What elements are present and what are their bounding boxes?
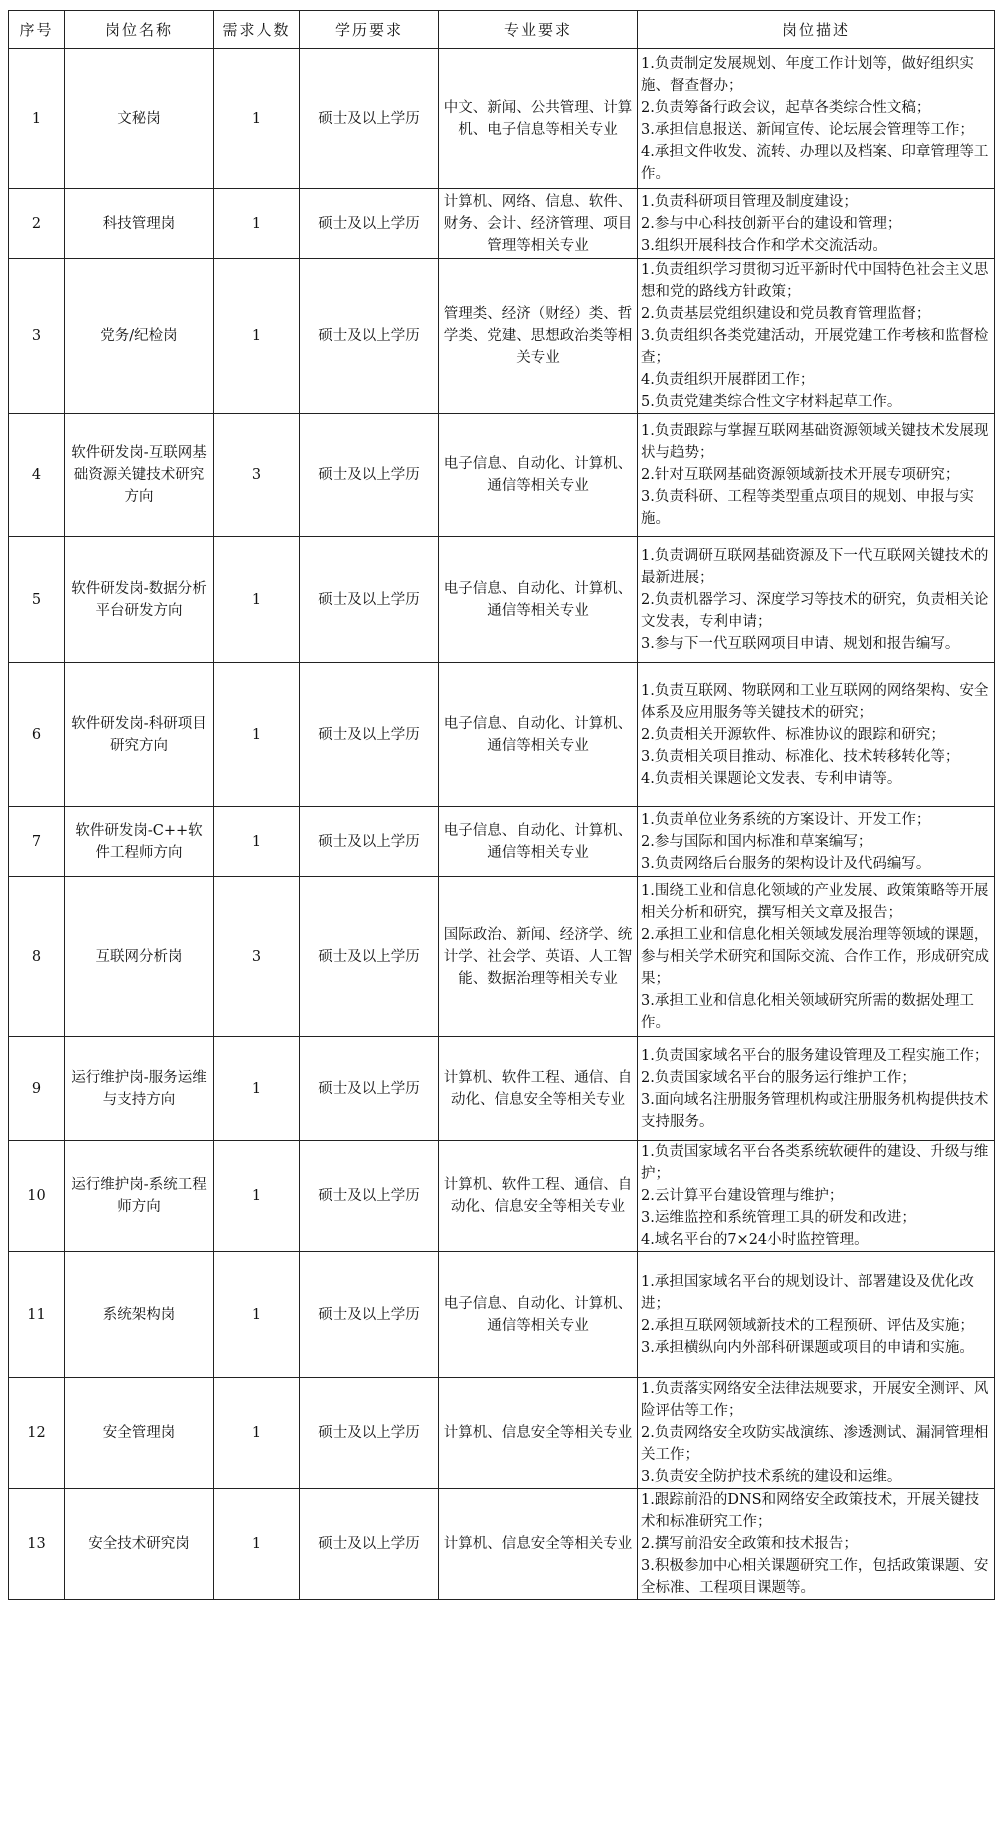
table-row <box>9 1489 995 1600</box>
education-cell: 硕士及以上学历 <box>300 537 439 663</box>
description-line: 1.负责互联网、物联网和工业互联网的网络架构、安全体系及应用服务等关键技术的研究； <box>641 682 989 721</box>
description-cell <box>638 807 995 877</box>
description-line: 3.负责网络后台服务的架构设计及代码编写。 <box>641 855 931 872</box>
description-line: 3.组织开展科技合作和学术交流活动。 <box>641 237 887 254</box>
description-cell <box>638 1489 995 1600</box>
recruitment-table <box>8 10 995 1600</box>
table-row <box>9 877 995 1037</box>
description-line: 1.跟踪前沿的DNS和网络安全政策技术，开展关键技术和标准研究工作； <box>641 1492 980 1530</box>
description-cell <box>638 1141 995 1252</box>
major-cell: 电子信息、自动化、计算机、通信等相关专业 <box>439 1252 638 1378</box>
headcount-cell: 1 <box>214 1489 300 1600</box>
headcount-cell: 1 <box>214 1378 300 1489</box>
major-cell: 管理类、经济（财经）类、哲学类、党建、思想政治类等相关专业 <box>439 259 638 414</box>
header-headcount: 需求人数 <box>214 11 300 49</box>
description-cell <box>638 1378 995 1489</box>
table-row <box>9 189 995 259</box>
header-serial: 序号 <box>9 11 65 49</box>
serial-cell: 5 <box>9 537 65 663</box>
headcount-cell: 1 <box>214 189 300 259</box>
education-cell: 硕士及以上学历 <box>300 259 439 414</box>
description-line: 2.承担互联网领域新技术的工程预研、评估及实施； <box>641 1317 974 1334</box>
description-line: 2.负责网络安全攻防实战演练、渗透测试、漏洞管理相关工作； <box>641 1425 989 1463</box>
description-line: 1.负责调研互联网基础资源及下一代互联网关键技术的最新进展； <box>641 547 989 586</box>
description-line: 3.积极参加中心相关课题研究工作，包括政策课题、安全标准、工程项目课题等。 <box>641 1558 989 1596</box>
headcount-cell: 1 <box>214 663 300 807</box>
major-cell: 中文、新闻、公共管理、计算机、电子信息等相关专业 <box>439 49 638 189</box>
description-cell <box>638 414 995 537</box>
description-line: 2.负责相关开源软件、标准协议的跟踪和研究； <box>641 726 945 743</box>
position-name-cell: 运行维护岗-服务运维与支持方向 <box>65 1037 214 1141</box>
education-cell: 硕士及以上学历 <box>300 1037 439 1141</box>
description-line: 1.负责跟踪与掌握互联网基础资源领域关键技术发展现状与趋势； <box>641 423 989 461</box>
description-cell <box>638 877 995 1037</box>
serial-cell: 3 <box>9 259 65 414</box>
recruitment-table-sheet <box>8 10 994 1600</box>
description-cell <box>638 663 995 807</box>
education-cell: 硕士及以上学历 <box>300 807 439 877</box>
header-row <box>9 11 995 49</box>
description-line: 3.承担工业和信息化相关领域研究所需的数据处理工作。 <box>641 992 974 1031</box>
description-line: 1.承担国家域名平台的规划设计、部署建设及优化改进； <box>641 1273 974 1312</box>
position-name-cell: 软件研发岗-数据分析平台研发方向 <box>65 537 214 663</box>
major-cell: 计算机、信息安全等相关专业 <box>439 1378 638 1489</box>
description-line: 3.承担信息报送、新闻宣传、论坛展会管理等工作； <box>641 121 974 138</box>
headcount-cell: 3 <box>214 877 300 1037</box>
table-row <box>9 49 995 189</box>
header-description: 岗位描述 <box>638 11 995 49</box>
major-cell: 计算机、软件工程、通信、自动化、信息安全等相关专业 <box>439 1037 638 1141</box>
description-line: 1.负责单位业务系统的方案设计、开发工作； <box>641 811 931 828</box>
description-line: 3.参与下一代互联网项目申请、规划和报告编写。 <box>641 635 960 652</box>
major-cell: 国际政治、新闻、经济学、统计学、社会学、英语、人工智能、数据治理等相关专业 <box>439 877 638 1037</box>
table-row <box>9 414 995 537</box>
serial-cell: 4 <box>9 414 65 537</box>
description-cell <box>638 1037 995 1141</box>
headcount-cell: 1 <box>214 49 300 189</box>
serial-cell: 7 <box>9 807 65 877</box>
description-line: 2.针对互联网基础资源领域新技术开展专项研究； <box>641 467 960 483</box>
major-cell: 计算机、软件工程、通信、自动化、信息安全等相关专业 <box>439 1141 638 1252</box>
table-row <box>9 259 995 414</box>
serial-cell: 13 <box>9 1489 65 1600</box>
position-name-cell: 软件研发岗-互联网基础资源关键技术研究方向 <box>65 414 214 537</box>
serial-cell: 1 <box>9 49 65 189</box>
description-line: 4.承担文件收发、流转、办理以及档案、印章管理等工作。 <box>641 143 989 182</box>
description-line: 1.负责科研项目管理及制度建设； <box>641 193 858 210</box>
description-line: 2.参与中心科技创新平台的建设和管理； <box>641 215 902 232</box>
position-name-cell: 运行维护岗-系统工程师方向 <box>65 1141 214 1252</box>
education-cell: 硕士及以上学历 <box>300 1378 439 1489</box>
headcount-cell: 1 <box>214 1141 300 1252</box>
position-name-cell: 党务/纪检岗 <box>65 259 214 414</box>
serial-cell: 12 <box>9 1378 65 1489</box>
headcount-cell: 3 <box>214 414 300 537</box>
major-cell: 电子信息、自动化、计算机、通信等相关专业 <box>439 414 638 537</box>
description-cell <box>638 189 995 259</box>
headcount-cell: 1 <box>214 807 300 877</box>
description-line: 3.负责组织各类党建活动，开展党建工作考核和监督检查； <box>641 328 989 366</box>
description-line: 1.负责组织学习贯彻习近平新时代中国特色社会主义思想和党的路线方针政策； <box>641 262 989 300</box>
header-position-name: 岗位名称 <box>65 11 214 49</box>
position-name-cell: 系统架构岗 <box>65 1252 214 1378</box>
education-cell: 硕士及以上学历 <box>300 1252 439 1378</box>
description-line: 4.负责组织开展群团工作； <box>641 372 815 388</box>
position-name-cell: 软件研发岗-C++软件工程师方向 <box>65 807 214 877</box>
description-cell <box>638 1252 995 1378</box>
header-major: 专业要求 <box>439 11 638 49</box>
serial-cell: 2 <box>9 189 65 259</box>
serial-cell: 6 <box>9 663 65 807</box>
description-line: 3.承担横纵向内外部科研课题或项目的申请和实施。 <box>641 1339 974 1356</box>
education-cell: 硕士及以上学历 <box>300 189 439 259</box>
description-line: 3.负责科研、工程等类型重点项目的规划、申报与实施。 <box>641 489 974 527</box>
position-name-cell: 科技管理岗 <box>65 189 214 259</box>
position-name-cell: 安全管理岗 <box>65 1378 214 1489</box>
major-cell: 电子信息、自动化、计算机、通信等相关专业 <box>439 663 638 807</box>
description-line: 2.负责筹备行政会议，起草各类综合性文稿； <box>641 99 931 116</box>
description-line: 1.负责制定发展规划、年度工作计划等，做好组织实施、督查督办； <box>641 55 974 94</box>
serial-cell: 9 <box>9 1037 65 1141</box>
description-cell <box>638 49 995 189</box>
table-row <box>9 1378 995 1489</box>
table-row <box>9 807 995 877</box>
position-name-cell: 互联网分析岗 <box>65 877 214 1037</box>
serial-cell: 10 <box>9 1141 65 1252</box>
headcount-cell: 1 <box>214 1252 300 1378</box>
table-row <box>9 1141 995 1252</box>
serial-cell: 11 <box>9 1252 65 1378</box>
table-row <box>9 1037 995 1141</box>
description-line: 3.负责安全防护技术系统的建设和运维。 <box>641 1469 902 1485</box>
description-line: 4.负责相关课题论文发表、专利申请等。 <box>641 770 902 787</box>
headcount-cell: 1 <box>214 259 300 414</box>
position-name-cell: 软件研发岗-科研项目研究方向 <box>65 663 214 807</box>
major-cell: 电子信息、自动化、计算机、通信等相关专业 <box>439 807 638 877</box>
description-line: 1.围绕工业和信息化领域的产业发展、政策策略等开展相关分析和研究，撰写相关文章及报告； <box>641 882 989 921</box>
description-line: 2.参与国际和国内标准和草案编写； <box>641 833 873 850</box>
education-cell: 硕士及以上学历 <box>300 49 439 189</box>
description-cell <box>638 259 995 414</box>
description-cell <box>638 537 995 663</box>
description-line: 1.负责国家域名平台的服务建设管理及工程实施工作； <box>641 1047 989 1064</box>
major-cell: 计算机、网络、信息、软件、财务、会计、经济管理、项目管理等相关专业 <box>439 189 638 259</box>
header-education: 学历要求 <box>300 11 439 49</box>
table-row <box>9 1252 995 1378</box>
description-line: 1.负责落实网络安全法律法规要求，开展安全测评、风险评估等工作； <box>641 1381 989 1419</box>
major-cell: 计算机、信息安全等相关专业 <box>439 1489 638 1600</box>
education-cell: 硕士及以上学历 <box>300 663 439 807</box>
description-line: 4.域名平台的7×24小时监控管理。 <box>641 1232 869 1248</box>
education-cell: 硕士及以上学历 <box>300 414 439 537</box>
position-name-cell: 文秘岗 <box>65 49 214 189</box>
headcount-cell: 1 <box>214 1037 300 1141</box>
description-line: 2.撰写前沿安全政策和技术报告； <box>641 1536 858 1552</box>
description-line: 2.云计算平台建设管理与维护； <box>641 1188 844 1204</box>
headcount-cell: 1 <box>214 537 300 663</box>
table-row <box>9 663 995 807</box>
table-row <box>9 537 995 663</box>
description-line: 5.负责党建类综合性文字材料起草工作。 <box>641 394 902 410</box>
description-line: 3.面向域名注册服务管理机构或注册服务机构提供技术支持服务。 <box>641 1091 989 1130</box>
serial-cell: 8 <box>9 877 65 1037</box>
description-line: 2.负责基层党组织建设和党员教育管理监督； <box>641 306 931 322</box>
description-line: 2.承担工业和信息化相关领域发展治理等领域的课题，参与相关学术研究和国际交流、合作工作，形成研究成果； <box>641 926 989 987</box>
description-line: 2.负责机器学习、深度学习等技术的研究，负责相关论文发表，专利申请； <box>641 591 989 630</box>
position-name-cell: 安全技术研究岗 <box>65 1489 214 1600</box>
table-body <box>9 49 995 1600</box>
description-line: 2.负责国家域名平台的服务运行维护工作； <box>641 1069 916 1086</box>
education-cell: 硕士及以上学历 <box>300 877 439 1037</box>
education-cell: 硕士及以上学历 <box>300 1489 439 1600</box>
major-cell: 电子信息、自动化、计算机、通信等相关专业 <box>439 537 638 663</box>
description-line: 1.负责国家域名平台各类系统软硬件的建设、升级与维护； <box>641 1144 989 1182</box>
description-line: 3.负责相关项目推动、标准化、技术转移转化等； <box>641 748 960 765</box>
education-cell: 硕士及以上学历 <box>300 1141 439 1252</box>
description-line: 3.运维监控和系统管理工具的研发和改进； <box>641 1210 916 1226</box>
